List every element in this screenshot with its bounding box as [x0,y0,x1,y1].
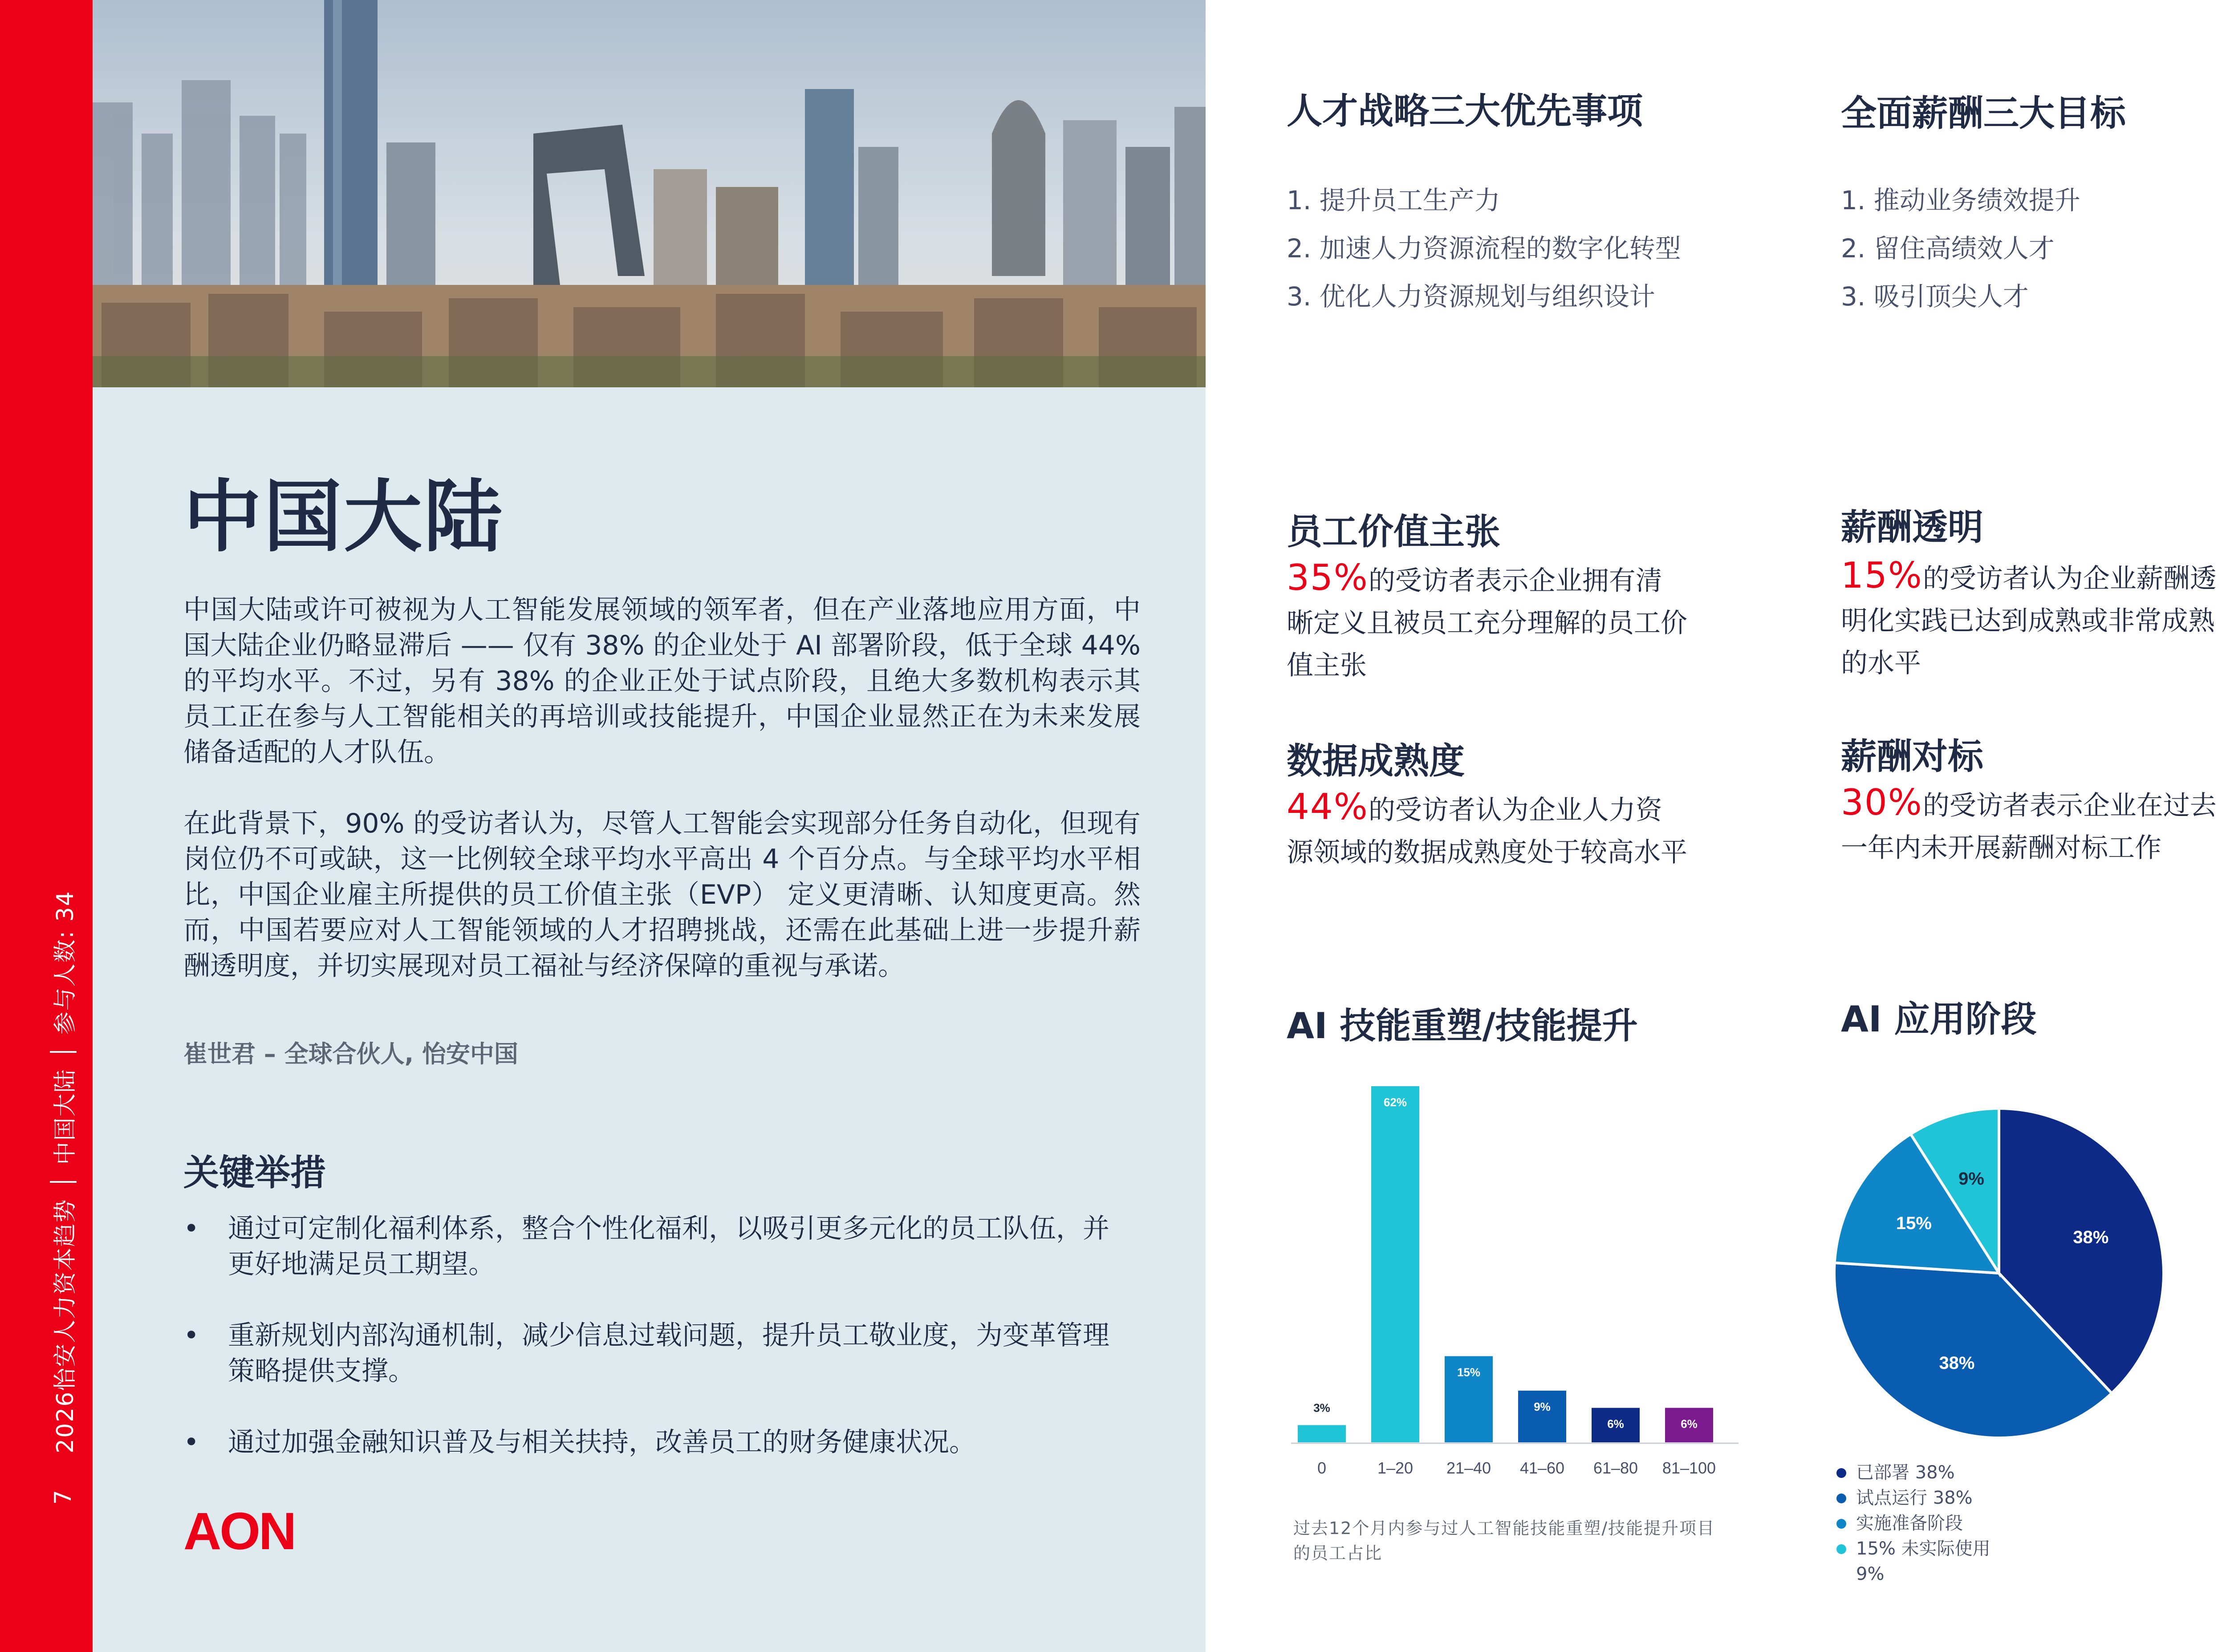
evp-title: 员工价值主张 [1287,511,1500,552]
talent-priorities-title: 人才战略三大优先事项 [1287,90,1643,132]
legend-swatch [1836,1519,1846,1529]
key-action-item: • 通过加强金融知识普及与相关扶持，改善员工的财务健康状况。 [183,1425,1118,1460]
reskilling-chart-title: AI 技能重塑/技能提升 [1287,1005,1638,1047]
talent-priorities-list [1287,183,1776,327]
key-action-item: • 通过可定制化福利体系，整合个性化福利，以吸引更多元化的员工队伍，并更好地满足员工期望。 [183,1211,1118,1282]
pie-value-label: 38% [2073,1227,2109,1247]
summary-paragraph: 在此背景下，90% 的受访者认为，尽管人工智能会实现部分任务自动化，但现有岗位仍不可或缺，这一比例较全球平均水平高出 4 个百分点。与全球平均水平相比，中国企业雇主所提供的员工价值主张（EVP） 定义更清晰、认知度更高。然而，中国若要应对人工智能领域的人才招聘挑战，还需在此基础上进一步提升薪酬透明度，并切实展现对员工福祉与经济保障的重视与承诺。 [183,808,1141,982]
adoption-chart-title: AI 应用阶段 [1841,999,2037,1040]
spine-label [46,890,80,1505]
legend-item [1836,1460,1990,1486]
x-tick-label: 0 [1317,1459,1327,1477]
x-tick-label: 41–60 [1519,1459,1565,1477]
legend-swatch [1836,1468,1846,1478]
rewards-goals-title: 全面薪酬三大目标 [1841,93,2126,134]
bar-value-label: 3% [1313,1401,1330,1415]
region-summary-panel [93,387,1206,1652]
pay-transparency-percentage: 15% [1841,555,1923,596]
key-action-item: • 重新规划内部沟通机制，减少信息过载问题，提升员工敬业度，为变革管理策略提供支撑。 [183,1318,1118,1389]
aon-logo-text: AON [183,1505,295,1558]
summary-paragraph: 中国大陆或许可被视为人工智能发展领域的领军者，但在产业落地应用方面，中国大陆企业仍略显滞后 —— 仅有 38% 的企业处于 AI 部署阶段，低于全球 44% 的平均水平。不过，另有 38% 的企业正处于试点阶段，且绝大多数机构表示其员工正在参与人工智能相关的再培训或技能提升，中国企业显然正在为未来发展储备适配的人才队伍。 [183,594,1141,768]
pie-value-label: 38% [1939,1353,1975,1373]
bar [1518,1391,1566,1442]
list-item: 2. 加速人力资源流程的数字化转型 [1287,233,1681,264]
city-skyline-image [93,0,1206,387]
legend-item [1836,1486,1990,1511]
list-item: 3. 吸引顶尖人才 [1841,281,2029,312]
list-item: 3. 优化人力资源规划与组织设计 [1287,281,1655,312]
bar-value-label: 6% [1681,1417,1698,1431]
evp-text: 的受访者表示企业拥有清晰定义且被员工充分理解的员工价值主张 [1287,565,1687,681]
x-tick-label: 1–20 [1377,1459,1414,1477]
spine-divider [50,1181,77,1183]
region-title: 中国大陆 [183,471,504,563]
legend-label: 15% 未实际使用 [1856,1538,1990,1559]
legend-item [1836,1511,1990,1536]
red-spine [0,0,93,1652]
list-item: 2. 留住高绩效人才 [1841,233,2055,264]
bar [1298,1425,1346,1442]
bar-value-label: 15% [1457,1365,1481,1379]
legend-swatch [1836,1544,1846,1554]
legend-label: 试点运行 38% [1856,1488,1973,1508]
pay-benchmark-title: 薪酬对标 [1841,736,1983,777]
pay-benchmark-stat [1841,781,2226,869]
key-actions-title: 关键举措 [183,1152,326,1193]
bar-value-label: 62% [1383,1096,1407,1109]
page-number: 7 [49,1489,77,1505]
legend-label: 已部署 38% [1856,1462,1955,1483]
pay-transparency-title: 薪酬透明 [1841,507,1983,548]
legend-label: 实施准备阶段 [1856,1513,1963,1534]
pie-value-label: 9% [1958,1169,1984,1189]
pie-value-label: 15% [1896,1213,1932,1233]
adoption-pie-legend [1836,1460,1990,1587]
data-maturity-percentage: 44% [1287,786,1369,828]
data-maturity-text: 的受访者认为企业人力资源领域的数据成熟度处于较高水平 [1287,795,1687,868]
x-tick-label: 21–40 [1446,1459,1491,1477]
bar-value-label: 6% [1607,1417,1624,1431]
participants-label: 参与人数: 34 [52,890,79,1035]
list-item: 1. 提升员工生产力 [1287,185,1500,215]
spine-divider [50,1051,77,1053]
pay-benchmark-text: 的受访者表示企业在过去一年内未开展薪酬对标工作 [1841,790,2217,864]
bar-value-label: 9% [1534,1400,1551,1413]
legend-item [1836,1536,1990,1562]
list-item: 1. 推动业务绩效提升 [1841,185,2080,215]
data-maturity-title: 数据成熟度 [1287,740,1465,782]
data-maturity-stat [1287,786,1687,874]
x-tick-label: 81–100 [1662,1459,1716,1477]
legend-swatch [1836,1494,1846,1503]
legend-label: 9% [1856,1564,1885,1584]
evp-percentage: 35% [1287,557,1369,598]
x-tick-label: 61–80 [1593,1459,1638,1477]
pay-transparency-text: 的受访者认为企业薪酬透明化实践已达到成熟或非常成熟的水平 [1841,563,2217,679]
evp-stat [1287,556,1687,687]
rewards-goals-list [1841,183,2226,327]
adoption-pie-chart [1825,1100,2173,1447]
aon-logo [183,1505,326,1558]
bar [1371,1086,1419,1442]
pay-benchmark-percentage: 30% [1841,782,1923,823]
region-label: 中国大陆 [52,1068,79,1165]
pay-transparency-stat [1841,554,2226,685]
reskilling-bar-chart [1287,1077,1776,1500]
quote-attribution: 崔世君 – 全球合伙人, 怡安中国 [183,1040,518,1068]
reskilling-chart-caption: 过去12个月内参与过人工智能技能重塑/技能提升项目的员工占比 [1293,1518,1715,1563]
report-name: 2026怡安人力资本趋势 [52,1198,79,1453]
